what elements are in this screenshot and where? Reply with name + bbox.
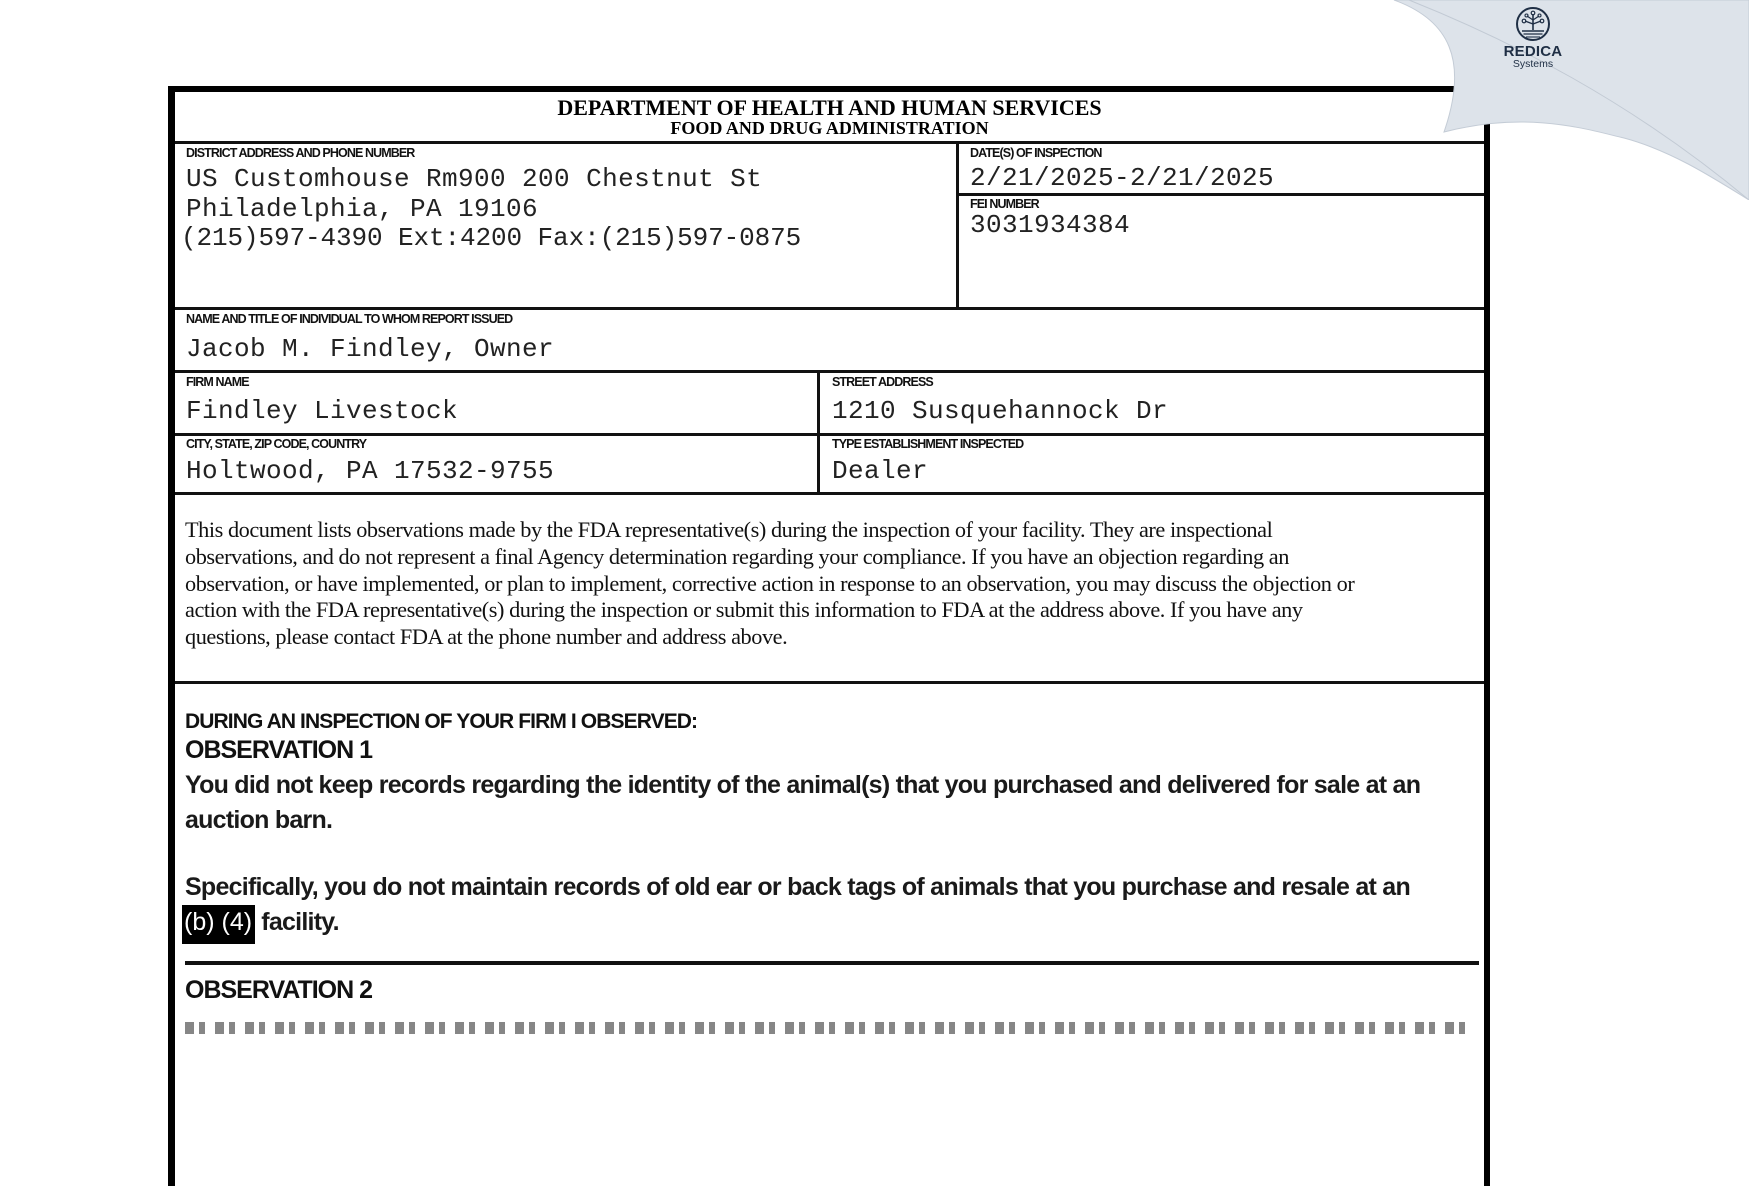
department-title: DEPARTMENT OF HEALTH AND HUMAN SERVICES [557,95,1102,120]
inspection-dates-value: 2/21/2025-2/21/2025 [970,163,1275,193]
brand-name: REDICA [1503,43,1563,60]
city-label: CITY, STATE, ZIP CODE, COUNTRY [186,437,367,451]
observation-2-text-cutoff [185,1014,1484,1034]
observation-1-title: OBSERVATION 1 [185,736,373,764]
observation-1-detail-line: Specifically, you do not maintain records of old ear or back tags of animals that you purchase and resale at an [185,873,1410,901]
district-section [175,144,1484,310]
city-value: Holtwood, PA 17532-9755 [186,456,555,486]
establishment-type-value: Dealer [832,456,929,486]
column-divider [817,436,820,492]
district-address-line2: Philadelphia, PA 19106 [186,194,539,224]
fei-label: FEI NUMBER [970,197,1039,211]
firm-name-label: FIRM NAME [186,375,249,389]
observation-2-title: OBSERVATION 2 [185,976,373,1004]
column-divider [817,373,820,433]
observation-separator [185,961,1479,965]
district-phone: (215)597-4390 Ext:4200 Fax:(215)597-0875 [181,223,802,253]
fei-cell [959,196,1484,307]
firm-name-value: Findley Livestock [186,396,459,426]
street-address-value: 1210 Susquehannock Dr [832,396,1169,426]
redica-logo [1496,6,1570,70]
district-address-line1: US Customhouse Rm900 200 Chestnut St [186,164,763,194]
observation-1-summary-line: You did not keep records regarding the identity of the animal(s) that you purchased and delivered for sale at an [185,771,1421,799]
disclaimer-line: questions, please contact FDA at the phone number and address above. [185,624,788,650]
disclaimer-text [185,517,1475,651]
disclaimer-line: observations, and do not represent a final Agency determination regarding your compliance. If you have an objection regarding an [185,543,1289,569]
city-section [175,436,1484,495]
tree-circuit-icon [1515,6,1551,42]
observation-1-detail-rest: facility. [255,908,339,936]
form-header [175,92,1484,144]
disclaimer-section [175,495,1484,684]
agency-title: FOOD AND DRUG ADMINISTRATION [670,118,989,138]
observations-section [175,684,1484,1186]
disclaimer-line: action with the FDA representative(s) during the inspection or submit this information to FDA at the address above. If you have any [185,597,1303,623]
observation-1-detail-line2 [185,905,1484,944]
disclaimer-line: This document lists observations made by the FDA representative(s) during the inspection of your facility. They are inspectional [185,517,1273,542]
inspection-dates-label: DATE(S) OF INSPECTION [970,146,1102,160]
brand-subtitle: Systems [1512,58,1554,70]
cropped-text [185,1022,1475,1034]
disclaimer-line: observation, or have implemented, or plan to implement, corrective action in response to an observation, you may discuss the objection or [185,570,1355,596]
observations-intro: DURING AN INSPECTION OF YOUR FIRM I OBSERVED: [185,710,698,733]
recipient-value: Jacob M. Findley, Owner [186,334,555,364]
redaction-box: (b) (4) [182,905,255,944]
recipient-label: NAME AND TITLE OF INDIVIDUAL TO WHOM REPORT ISSUED [186,312,513,326]
recipient-section [175,310,1484,373]
district-label: DISTRICT ADDRESS AND PHONE NUMBER [186,146,415,160]
fei-value: 3031934384 [970,210,1131,240]
firm-section [175,373,1484,436]
observation-1-summary-line: auction barn. [185,806,333,834]
fda-483-form [168,86,1490,1186]
street-address-label: STREET ADDRESS [832,375,933,389]
establishment-type-label: TYPE ESTABLISHMENT INSPECTED [832,437,1024,451]
